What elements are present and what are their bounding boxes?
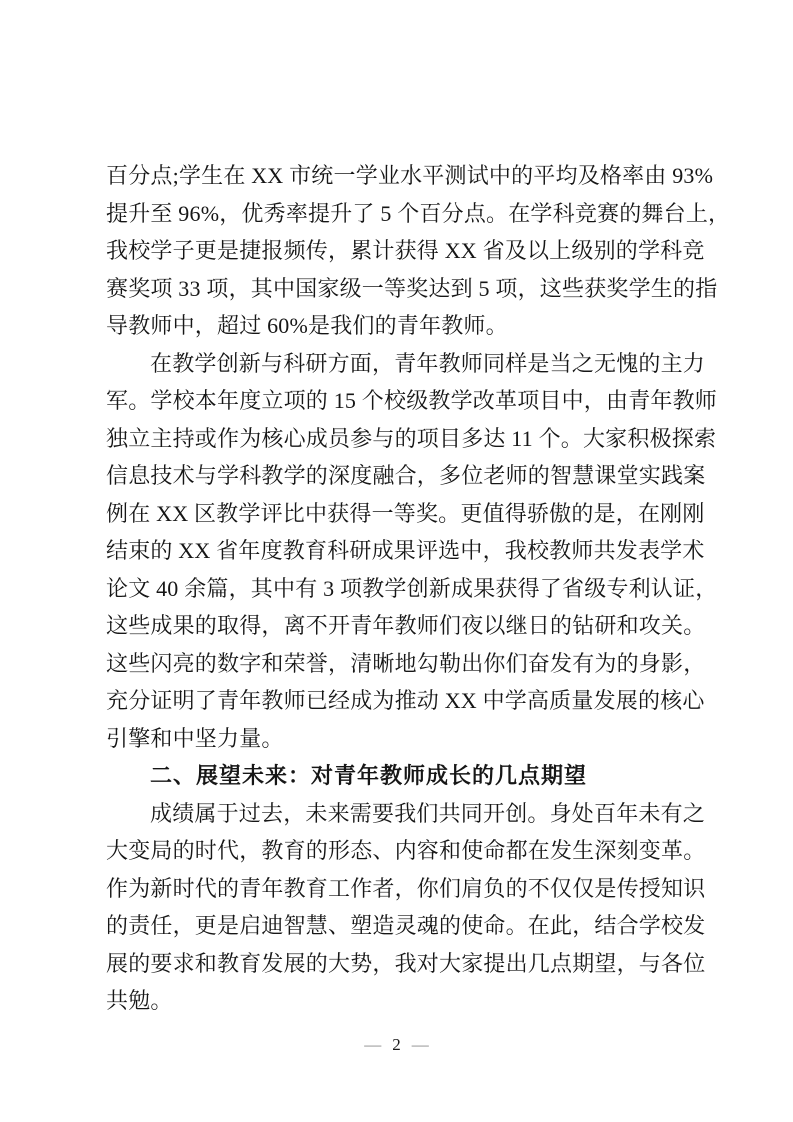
text-line: 充分证明了青年教师已经成为推动 XX 中学高质量发展的核心 (106, 688, 705, 713)
text-line: 百分点;学生在 XX 市统一学业水平测试中的平均及格率由 93% (106, 163, 714, 188)
text-line: 的责任，更是启迪智慧、塑造灵魂的使命。在此，结合学校发 (106, 913, 706, 938)
text-line: 军。学校本年度立项的 15 个校级教学改革项目中，由青年教师 (106, 388, 718, 413)
text-line: 这些闪亮的数字和荣誉，清晰地勾勒出你们奋发有为的身影， (106, 650, 706, 676)
text-line: 导教师中，超过 60%是我们的青年教师。 (106, 313, 508, 338)
section-heading (106, 757, 690, 795)
text-line: 这些成果的取得，离不开青年教师们夜以继日的钻研和攻关。 (106, 613, 706, 638)
text-line: 引擎和中坚力量。 (106, 725, 284, 751)
text-line: 独立主持或作为核心成员参与的项目多达 11 个。大家积极探索 (106, 425, 717, 451)
paragraph (106, 795, 706, 1020)
document-body (106, 157, 731, 1020)
page-number: 2 (392, 1035, 401, 1054)
text-line: 在教学创新与科研方面，青年教师同样是当之无愧的主力 (150, 350, 706, 376)
footer-dash-left: — (364, 1035, 382, 1054)
text-line: 结束的 XX 省年度教育科研成果评选中，我校教师共发表学术 (106, 538, 705, 563)
text-line: 作为新时代的青年教育工作者，你们肩负的不仅仅是传授知识 (106, 875, 706, 901)
text-line: 赛奖项 33 项，其中国家级一等奖达到 5 项，这些获奖学生的指 (106, 275, 718, 301)
text-line: 二、展望未来：对青年教师成长的几点期望 (150, 763, 588, 788)
text-line: 信息技术与学科教学的深度融合，多位老师的智慧课堂实践案 (106, 463, 706, 488)
text-line: 大变局的时代，教育的形态、内容和使命都在发生深刻变革。 (106, 838, 706, 863)
text-line: 我校学子更是捷报频传，累计获得 XX 省及以上级别的学科竞 (106, 238, 705, 263)
text-line: 共勉。 (106, 988, 173, 1013)
paragraph (106, 345, 718, 758)
text-line: 成绩属于过去，未来需要我们共同开创。身处百年未有之 (150, 800, 706, 826)
paragraph (106, 157, 731, 345)
text-line: 展的要求和教育发展的大势，我对大家提出几点期望，与各位 (106, 950, 706, 976)
text-line: 提升至 96%，优秀率提升了 5 个百分点。在学科竞赛的舞台上， (106, 200, 731, 226)
footer-dash-right: — (411, 1035, 429, 1054)
page-footer (0, 1032, 793, 1058)
text-line: 例在 XX 区教学评比中获得一等奖。更值得骄傲的是，在刚刚 (106, 500, 705, 526)
text-line: 论文 40 余篇，其中有 3 项教学创新成果获得了省级专利认证， (106, 575, 718, 601)
